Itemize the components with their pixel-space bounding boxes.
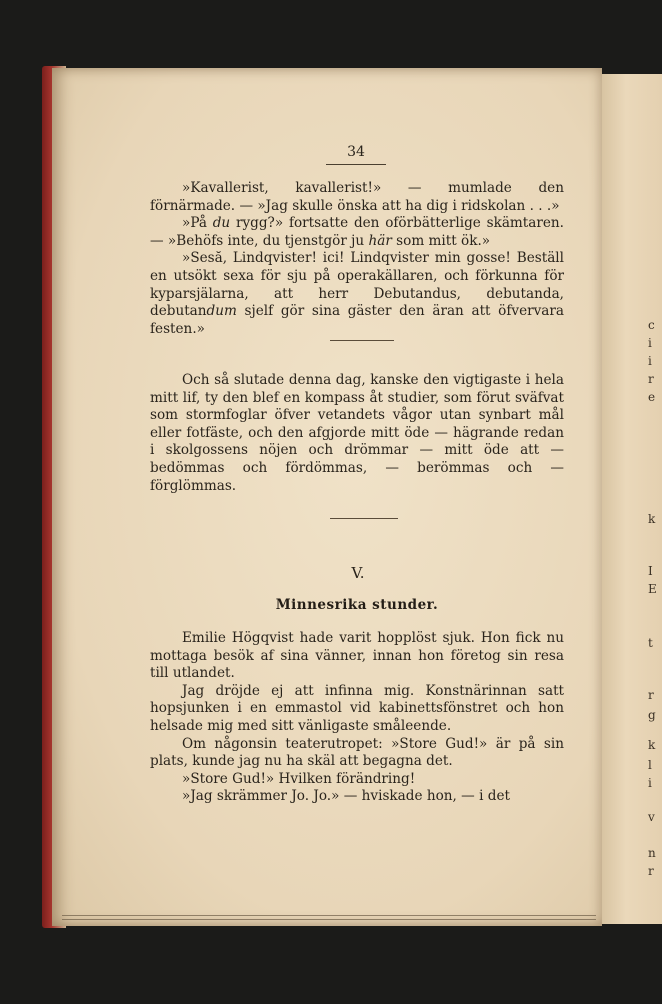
chapter-body — [150, 630, 564, 806]
paragraph: »Jag skrämmer Jo. Jo.» — hviskade hon, — i det — [182, 788, 510, 805]
next-page-glyph: r — [648, 864, 654, 878]
next-page-glyph: r — [648, 688, 654, 702]
paragraph: »Sesă, Lindqvister! ici! Lindqvister min gosse! Beställ en utsökt sexa för sju på operakällaren, och förkunna för kyparsjälarna, att herr Debutandus, debutanda, debutandum sjelf gör sina gäster den äran att öfvervara festen.» — [150, 250, 564, 337]
next-page-glyph: v — [648, 810, 655, 824]
reflection-section — [150, 372, 564, 495]
next-page-glyph: t — [648, 636, 653, 650]
next-page-glyph: r — [648, 372, 654, 386]
paragraph: Och så slutade denna dag, kanske den vigtigaste i hela mitt lif, ty den blef en kompass åt studier, som förut sväfvat som stormfoglar öfver vetandets vågor utan synbart mål eller fotfäste, och den afgjorde mitt öde — hägrande redan i skolgossens nöjen och drömmar — mitt öde att — bedömmas och fördömmas, — berömmas och — förglömmas. — [150, 372, 564, 494]
next-page-glyph: i — [648, 776, 652, 790]
paragraph: Om någonsin teaterutropet: »Store Gud!» är på sin plats, kunde jag nu ha skäl att begagna det. — [150, 735, 564, 770]
next-page-glyph: k — [648, 738, 656, 752]
next-page-glyph: e — [648, 390, 656, 404]
next-page-glyph: c — [648, 318, 655, 332]
page-number: 34 — [347, 144, 365, 160]
paragraph: »Store Gud!» Hvilken förändring! — [182, 770, 416, 787]
chapter-number: V. — [351, 564, 365, 582]
chapter-title: Minnesrika stunder. — [275, 597, 439, 613]
paragraph: »På du rygg?» fortsatte den oförbätterlige skämtaren. — »Behöfs inte, du tjenstgör ju här som mitt ök.» — [150, 215, 564, 249]
section-divider — [330, 340, 394, 341]
page-number-rule — [326, 164, 386, 165]
next-page-glyph: i — [648, 354, 652, 368]
paragraph: Jag dröjde ej att infinna mig. Konstnärinnan satt hopsjunken i en emmastol vid kabinettsfönstret och hon helsade mig med sitt vänligaste småleende. — [150, 682, 564, 734]
paragraph: Emilie Högqvist hade varit hopplöst sjuk. Hon fick nu mottaga besök af sina vänner, innan hon företog sin resa till utlandet. — [150, 630, 564, 682]
next-page-glyph: E — [648, 582, 657, 596]
section-divider — [330, 518, 398, 519]
emphasis: dum — [206, 303, 237, 320]
next-page-glyph: I — [648, 564, 653, 578]
dialogue-section — [150, 180, 564, 338]
emphasis: här — [368, 232, 392, 249]
emphasis: du — [212, 215, 231, 232]
next-page-glyph: n — [648, 846, 656, 860]
paragraph: »Kavallerist, kavallerist!» — mumlade den förnärmade. — »Jag skulle önska att ha dig i ridskolan . . .» — [150, 180, 564, 214]
next-page-glyph: i — [648, 336, 652, 350]
next-page-glyph: g — [648, 708, 656, 722]
next-page-edge — [600, 74, 662, 924]
page-bottom-rule — [62, 915, 596, 920]
next-page-glyph: k — [648, 512, 656, 526]
next-page-glyph: l — [648, 758, 652, 772]
